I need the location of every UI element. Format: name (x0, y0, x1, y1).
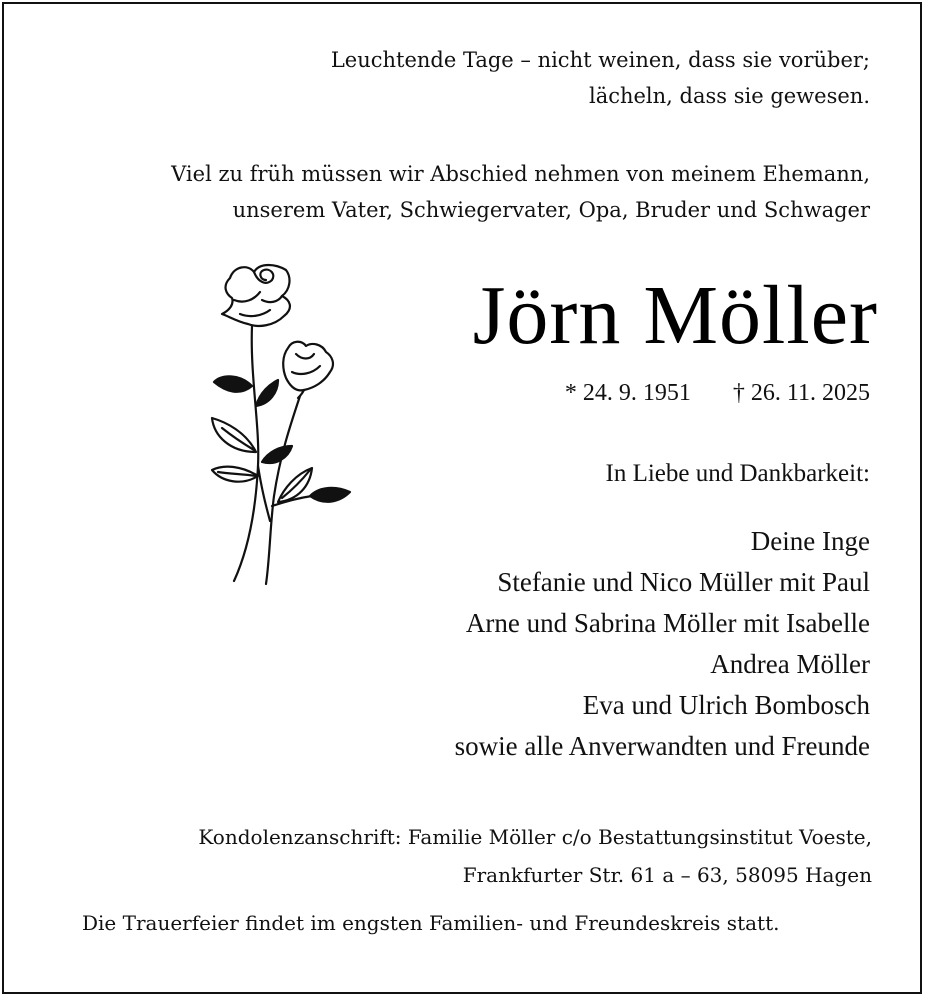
mourner: Andrea Möller (710, 649, 870, 679)
mourners-list (455, 521, 870, 767)
deceased-name: Jörn Möller (472, 269, 878, 362)
mourner: Deine Inge (750, 526, 870, 556)
birth-date: * 24. 9. 1951 (564, 380, 691, 406)
address-line: Frankfurter Str. 61 a – 63, 58095 Hagen (462, 863, 872, 887)
mourner: Eva und Ulrich Bombosch (582, 690, 870, 720)
life-dates (565, 376, 870, 410)
mourner: sowie alle Anverwandten und Freunde (454, 731, 870, 761)
dedication: In Liebe und Dankbarkeit: (605, 460, 870, 487)
quote-line: lächeln, dass sie gewesen. (588, 84, 870, 108)
death-date: † 26. 11. 2025 (732, 380, 870, 406)
ceremony-note: Die Trauerfeier findet im engsten Familien- und Freundeskreis statt. (82, 911, 780, 935)
intro-line: unserem Vater, Schwiegervater, Opa, Bruder und Schwager (232, 198, 870, 222)
rose-icon (200, 256, 360, 596)
address-line: Kondolenzanschrift: Familie Möller c/o Bestattungsinstitut Voeste, (198, 825, 872, 849)
intro-line: Viel zu früh müssen wir Abschied nehmen von meinem Ehemann, (171, 162, 870, 186)
mourner: Stefanie und Nico Müller mit Paul (497, 567, 870, 597)
quote-line: Leuchtende Tage – nicht weinen, dass sie vorüber; (330, 48, 870, 72)
obituary-notice (2, 2, 922, 994)
quote (331, 42, 870, 114)
condolence-address (198, 818, 872, 894)
mourner: Arne und Sabrina Möller mit Isabelle (465, 608, 870, 638)
intro-text (171, 156, 870, 228)
